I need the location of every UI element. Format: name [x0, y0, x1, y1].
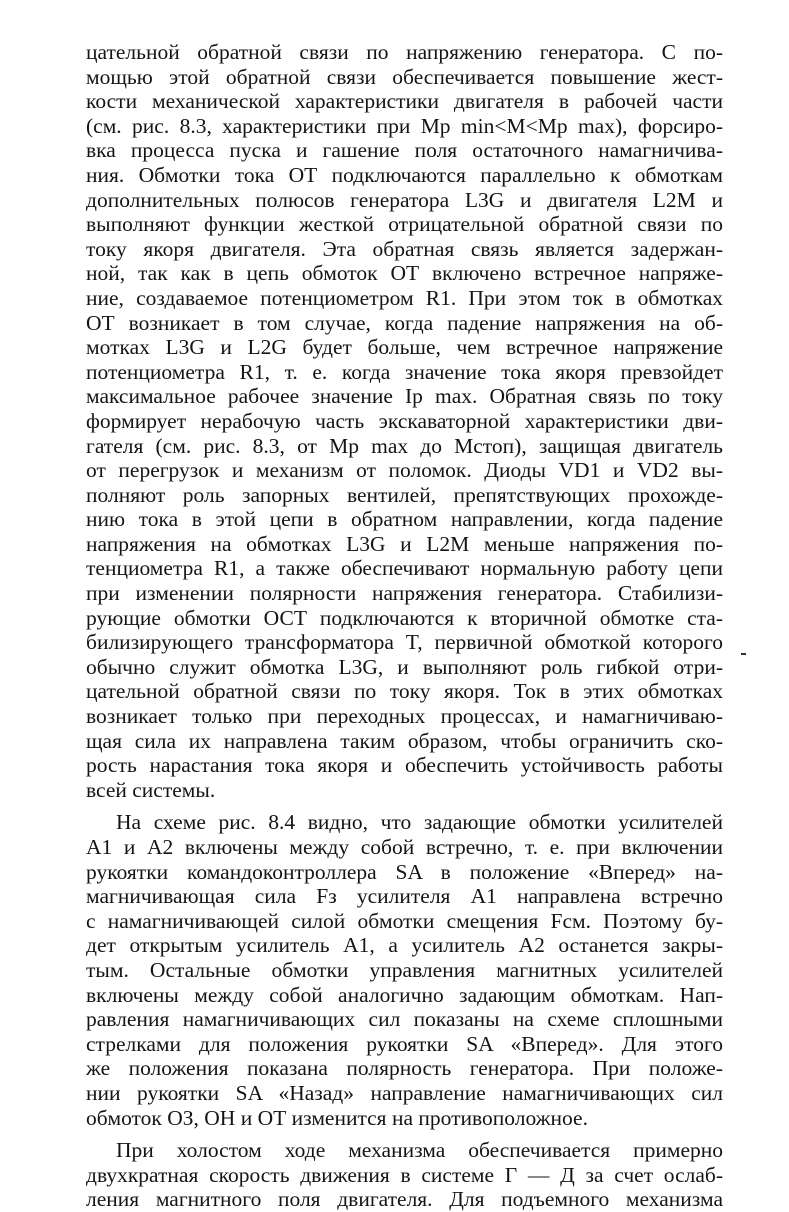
text-line: ние, создаваемое потенциометром R1. При этом ток в обмотках — [86, 285, 723, 310]
paragraph — [86, 810, 723, 1130]
paragraph — [86, 1138, 723, 1212]
text-line: ОТ возникает в том случае, когда падение напряжения на об- — [86, 310, 723, 335]
text-line: дет открытым усилитель A1, а усилитель A2 останется закры- — [86, 933, 723, 958]
text-line: нию тока в этой цепи в обратном направлении, когда падение — [86, 507, 723, 532]
text-line: вка процесса пуска и гашение поля остаточного намагничива- — [86, 138, 723, 163]
text-line: нии рукоятки SA «Назад» направление намагничивающих сил — [86, 1080, 723, 1105]
text-line: рукоятки командоконтроллера SA в положение «Вперед» на- — [86, 859, 723, 884]
text-line: полняют роль запорных вентилей, препятствующих прохожде- — [86, 482, 723, 507]
text-line: ной, так как в цепь обмоток ОТ включено встречное напряже- — [86, 261, 723, 286]
text-line: же положения показана полярность генератора. При положе- — [86, 1056, 723, 1081]
text-line: стрелками для положения рукоятки SA «Вперед». Для этого — [86, 1031, 723, 1056]
text-line: току якоря двигателя. Эта обратная связь является задержан- — [86, 236, 723, 261]
text-line: обмоток ОЗ, ОН и ОТ изменится на противоположное. — [86, 1105, 588, 1130]
text-line: обычно служит обмотка L3G, и выполняют роль гибкой отри- — [86, 654, 723, 679]
text-line: мощью этой обратной связи обеспечивается повышение жест- — [86, 64, 723, 89]
text-line: напряжения на обмотках L3G и L2M меньше напряжения по- — [86, 531, 723, 556]
text-line: равления намагничивающих сил показаны на схеме сплошными — [86, 1007, 723, 1032]
text-line: ния. Обмотки тока ОТ подключаются параллельно к обмоткам — [86, 162, 723, 187]
text-line: рость нарастания тока якоря и обеспечить устойчивость работы — [86, 753, 723, 778]
text-line: На схеме рис. 8.4 видно, что задающие обмотки усилителей — [116, 810, 723, 835]
text-line: тым. Остальные обмотки управления магнитных усилителей — [86, 957, 723, 982]
text-line: выполняют функции жесткой отрицательной обратной связи по — [86, 212, 723, 237]
text-line: дополнительных полюсов генератора L3G и двигателя L2M и — [86, 187, 723, 212]
text-line: билизирующего трансформатора T, первичной обмоткой которого — [86, 630, 723, 655]
text-line: ления магнитного поля двигателя. Для подъемного механизма — [86, 1187, 723, 1212]
text-line: тенциометра R1, а также обеспечивают нормальную работу цепи — [86, 556, 723, 581]
text-line: возникает только при переходных процессах, и намагничиваю- — [86, 704, 723, 729]
text-line: максимальное рабочее значение Ip max. Обратная связь по току — [86, 384, 723, 409]
paragraph-gap — [86, 1130, 723, 1138]
text-line: щая сила их направлена таким образом, чтобы ограничить ско- — [86, 728, 723, 753]
paragraph — [86, 40, 723, 802]
text-line: При холостом ходе механизма обеспечивается примерно — [116, 1138, 723, 1163]
margin-mark — [741, 653, 746, 655]
text-line: (см. рис. 8.3, характеристики при Mp min<M<Mp max), форсиро- — [86, 113, 723, 138]
text-line: рующие обмотки ОСТ подключаются к вторичной обмотке ста- — [86, 605, 723, 630]
text-line: двухкратная скорость движения в системе Г — Д за счет ослаб- — [86, 1162, 723, 1187]
text-line: цательной обратной связи по напряжению генератора. С по- — [86, 40, 723, 64]
text-line: от перегрузок и механизм от поломок. Диоды VD1 и VD2 вы- — [86, 458, 723, 483]
text-line: потенциометра R1, т. е. когда значение тока якоря превзойдет — [86, 359, 723, 384]
text-line: с намагничивающей силой обмотки смещения Fсм. Поэтому бу- — [86, 908, 723, 933]
text-line: магничивающая сила Fз усилителя A1 направлена встречно — [86, 884, 723, 909]
text-line: при изменении полярности напряжения генератора. Стабилизи- — [86, 581, 723, 606]
text-line: включены между собой аналогично задающим обмоткам. Нап- — [86, 982, 723, 1007]
text-line: мотках L3G и L2G будет больше, чем встречное напряжение — [86, 335, 723, 360]
body-text — [86, 40, 723, 1212]
text-line: всей системы. — [86, 777, 216, 802]
paragraph-gap — [86, 802, 723, 810]
text-line: кости механической характеристики двигателя в рабочей части — [86, 89, 723, 114]
text-line: A1 и A2 включены между собой встречно, т. е. при включении — [86, 835, 723, 859]
text-line: цательной обратной связи по току якоря. Ток в этих обмотках — [86, 679, 723, 704]
text-line: формирует нерабочую часть экскаваторной характеристики дви- — [86, 408, 723, 433]
text-line: гателя (см. рис. 8.3, от Mp max до Mстоп), защищая двигатель — [86, 433, 723, 458]
